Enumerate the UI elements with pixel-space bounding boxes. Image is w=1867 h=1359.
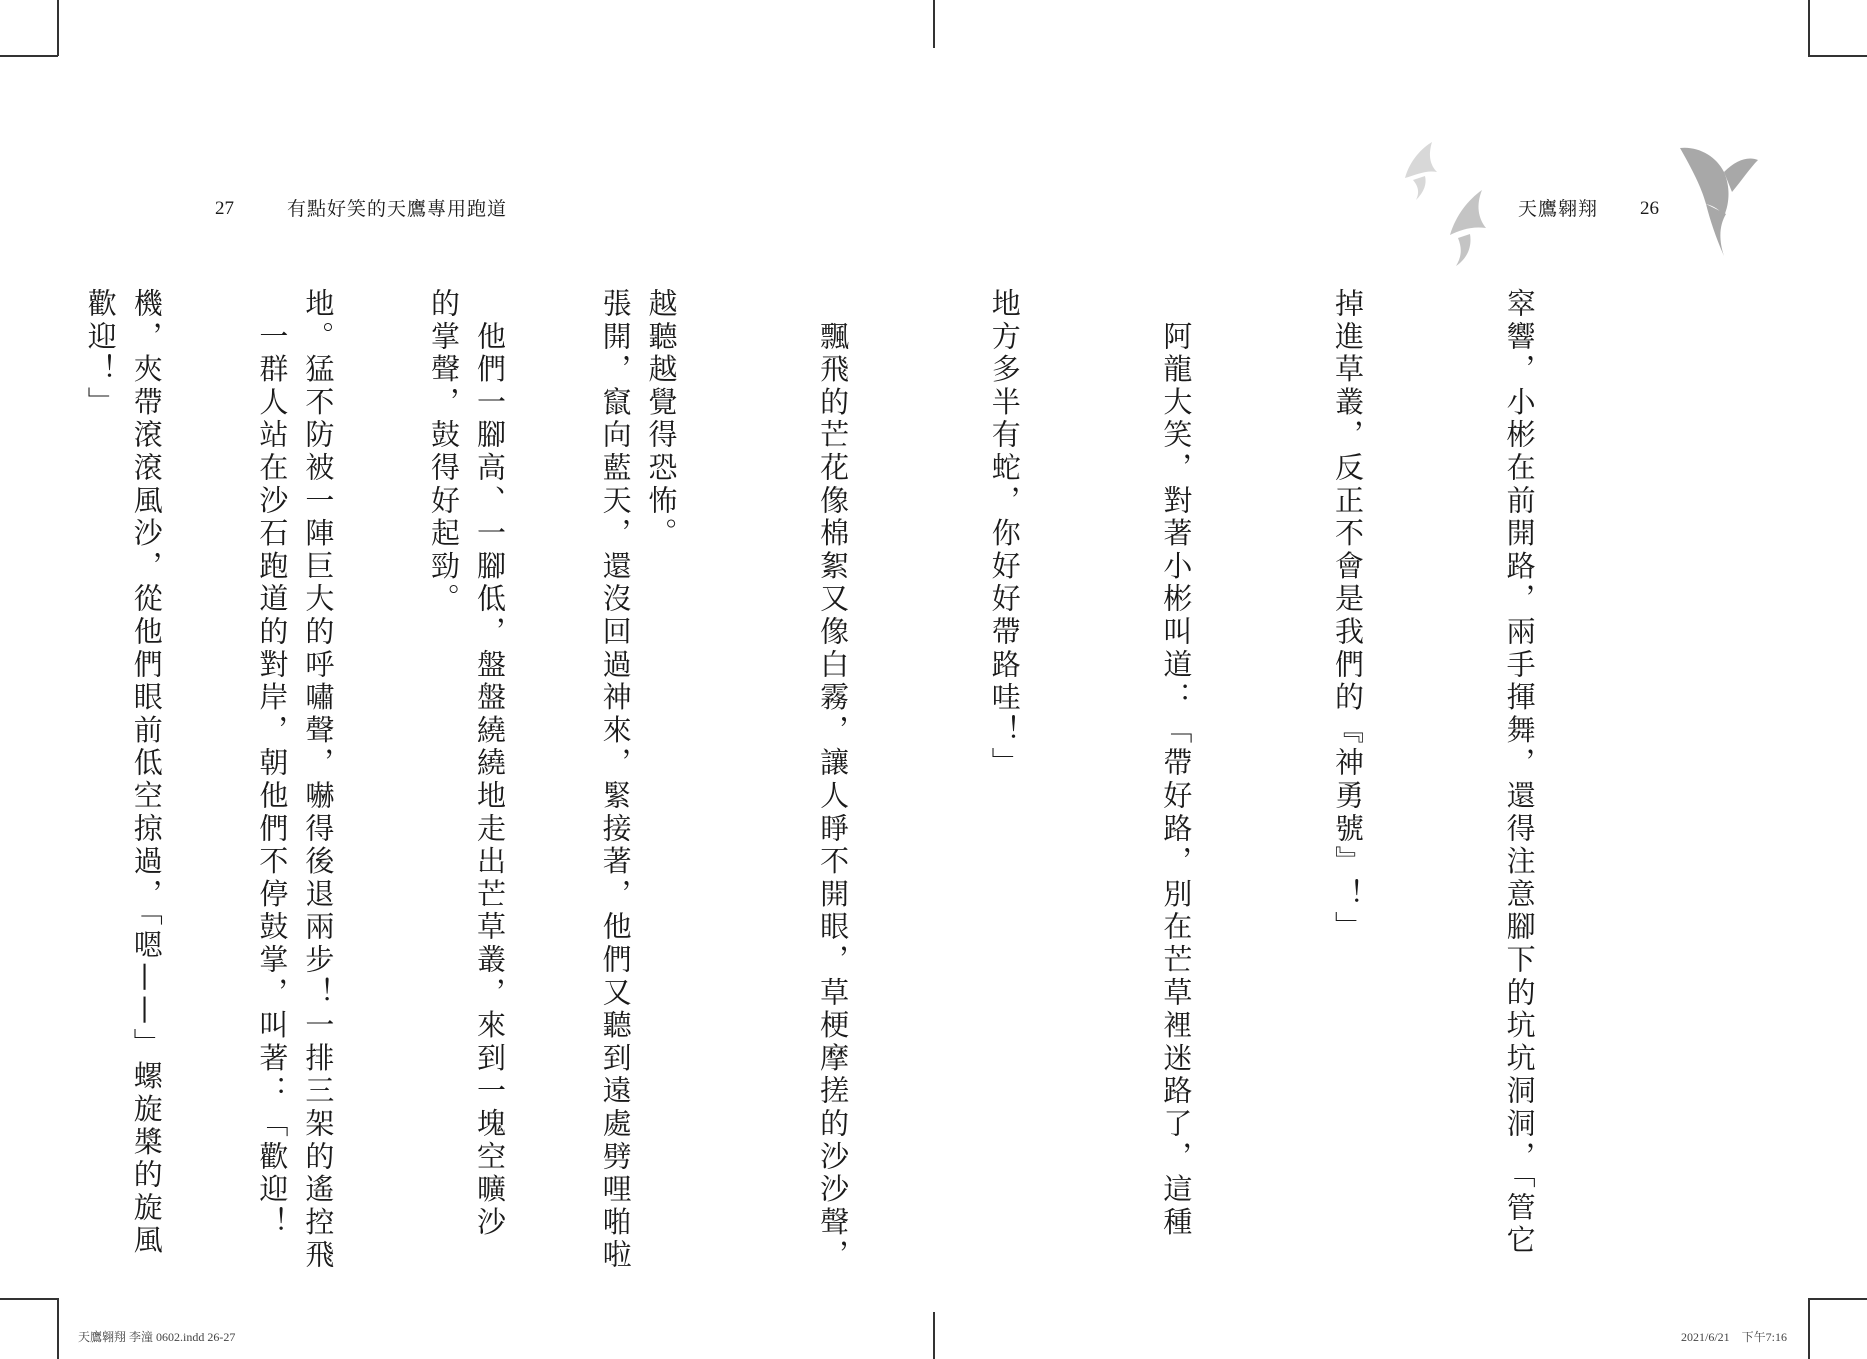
crop-mark-top-left-v <box>57 0 59 56</box>
crop-mark-top-right-v <box>1808 0 1810 56</box>
slug-timestamp: 2021/6/21 下午7:16 <box>1680 1330 1787 1344</box>
right-page-number: 26 <box>1640 198 1659 219</box>
text-line: 地。猛不防被一陣巨大的呼嘯聲，嚇得後退兩步！一排三架的遙控飛 <box>301 288 336 1272</box>
text-line: 機，夾帶滾滾風沙，從他們眼前低空掠過，「嗯——」螺旋槳的旋風 <box>129 288 164 1258</box>
text-line: 張開，竄向藍天，還沒回過神來，緊接著，他們又聽到遠處劈哩啪啦 <box>598 288 633 1272</box>
left-page-number: 27 <box>215 198 234 219</box>
text-line: 阿龍大笑，對著小彬叫道：「帶好路，別在芒草裡迷路了，這種 <box>1159 288 1194 1240</box>
crop-mark-top-center <box>933 0 935 48</box>
crop-mark-bottom-right-h <box>1808 1298 1867 1300</box>
crop-mark-top-right-h <box>1808 55 1867 57</box>
crop-mark-top-left-h <box>0 55 58 57</box>
text-line: 他們一腳高、一腳低，盤盤繞繞地走出芒草叢，來到一塊空曠沙 <box>472 288 507 1240</box>
small-bird-icon <box>1405 142 1437 200</box>
text-line: 掉進草叢，反正不會是我們的『神勇號』！」 <box>1330 288 1365 944</box>
text-line: 窣響，小彬在前開路，兩手揮舞，還得注意腳下的坑坑洞洞，「管它 <box>1502 288 1537 1258</box>
text-line: 的掌聲，鼓得好起勁。 <box>426 288 461 616</box>
crop-mark-bottom-left-h <box>0 1298 58 1300</box>
right-running-head: 天鷹翱翔 <box>1518 198 1599 220</box>
text-line <box>0 288 3 1108</box>
slug-filename: 天鷹翱翔 李潼 0602.indd 26-27 <box>78 1330 236 1344</box>
crop-mark-bottom-left-v <box>57 1298 59 1359</box>
text-line: 飄飛的芒花像棉絮又像白霧，讓人睜不開眼，草梗摩搓的沙沙聲， <box>816 288 851 1272</box>
left-running-head: 有點好笑的天鷹專用跑道 <box>287 198 508 220</box>
large-bird-icon <box>1680 148 1758 256</box>
crop-mark-bottom-right-v <box>1808 1298 1810 1359</box>
text-line: 越聽越覺得恐怖。 <box>644 288 679 551</box>
text-line: 歡迎！」 <box>83 288 118 420</box>
text-line: 地方多半有蛇，你好好帶路哇！」 <box>987 288 1022 780</box>
medium-bird-icon <box>1450 190 1486 266</box>
crop-mark-bottom-center <box>933 1312 935 1359</box>
text-line: 一群人站在沙石跑道的對岸，朝他們不停鼓掌，叫著：「歡迎！ <box>255 288 290 1240</box>
flying-birds-icon <box>1380 120 1760 270</box>
